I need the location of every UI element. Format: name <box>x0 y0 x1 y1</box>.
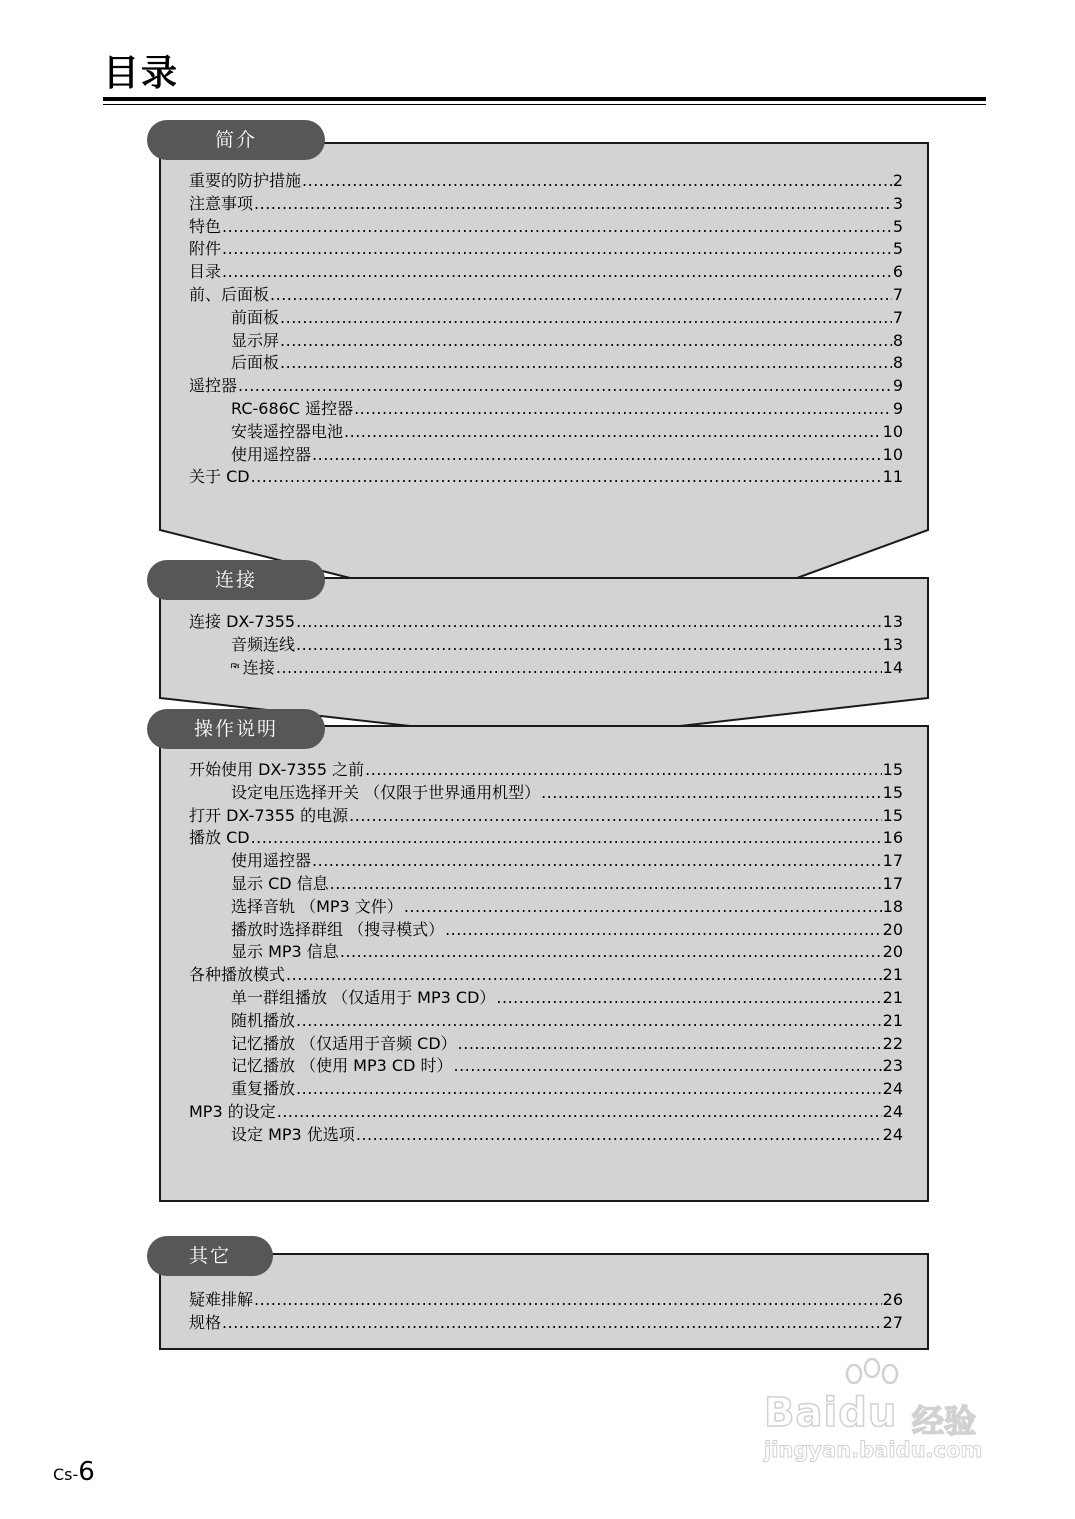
toc-list-other <box>189 1289 903 1335</box>
toc-subentry[interactable]: RC-686C 遥控器 ..... 9 <box>189 398 903 421</box>
toc-entry[interactable]: 规格 ..... 27 <box>189 1312 903 1335</box>
toc-entry[interactable]: 打开 DX-7355 的电源 ..... 15 <box>189 805 903 828</box>
section-tab-connection: 连接 <box>147 560 325 600</box>
toc-subentry[interactable]: 后面板 ..... 8 <box>189 352 903 375</box>
toc-subentry[interactable]: 随机播放 ..... 21 <box>189 1010 903 1033</box>
section-tab-intro: 简介 <box>147 120 325 160</box>
toc-list-operation <box>189 759 903 1147</box>
toc-subentry[interactable]: 显示屏 ..... 8 <box>189 330 903 353</box>
toc-list-connection <box>189 611 903 679</box>
toc-entry[interactable]: 播放 CD ..... 16 <box>189 827 903 850</box>
watermark-cn: 经验 <box>912 1402 977 1440</box>
ri-logo-icon <box>231 659 240 673</box>
toc-subentry[interactable]: 设定电压选择开关 （仅限于世界通用机型） ..... 15 <box>189 782 903 805</box>
toc-subentry[interactable]: 重复播放 ..... 24 <box>189 1078 903 1101</box>
page-number: Cs-6 <box>53 1457 95 1487</box>
toc-entry[interactable]: 遥控器 ..... 9 <box>189 375 903 398</box>
toc-subentry[interactable]: 使用遥控器 ..... 17 <box>189 850 903 873</box>
toc-entry[interactable]: 各种播放模式 ..... 21 <box>189 964 903 987</box>
toc-subentry[interactable]: 播放时选择群组 （搜寻模式） ..... 20 <box>189 919 903 942</box>
toc-entry[interactable]: MP3 的设定 ..... 24 <box>189 1101 903 1124</box>
toc-subentry[interactable]: 显示 MP3 信息 ..... 20 <box>189 941 903 964</box>
toc-entry[interactable]: 关于 CD ..... 11 <box>189 466 903 489</box>
toc-subentry[interactable]: 选择音轨 （MP3 文件） ..... 18 <box>189 896 903 919</box>
toc-entry[interactable]: 开始使用 DX-7355 之前 ..... 15 <box>189 759 903 782</box>
toc-entry[interactable]: 疑难排解 ..... 26 <box>189 1289 903 1312</box>
toc-entry[interactable]: 特色 ..... 5 <box>189 216 903 239</box>
toc-subentry[interactable]: 音频连线 ..... 13 <box>189 634 903 657</box>
toc-subentry[interactable]: 记忆播放 （使用 MP3 CD 时） ..... 23 <box>189 1055 903 1078</box>
toc-entry[interactable]: 注意事项 ..... 3 <box>189 193 903 216</box>
toc-subentry[interactable]: 记忆播放 （仅适用于音频 CD） ..... 22 <box>189 1033 903 1056</box>
toc-subentry[interactable]: 前面板 ..... 7 <box>189 307 903 330</box>
toc-subentry[interactable]: 使用遥控器 ..... 10 <box>189 444 903 467</box>
toc-subentry[interactable]: 安装遥控器电池 ..... 10 <box>189 421 903 444</box>
toc-subentry[interactable]: 设定 MP3 优选项 ..... 24 <box>189 1124 903 1147</box>
baidu-jingyan-watermark <box>762 1358 1012 1478</box>
toc-entry[interactable]: 目录 ..... 6 <box>189 261 903 284</box>
section-tab-operation: 操作说明 <box>147 709 325 749</box>
toc-subentry[interactable]: 单一群组播放 （仅适用于 MP3 CD） ..... 21 <box>189 987 903 1010</box>
toc-entry[interactable]: 重要的防护措施 ..... 2 <box>189 170 903 193</box>
toc-entry[interactable]: 前、后面板 ..... 7 <box>189 284 903 307</box>
toc-subentry[interactable]: 显示 CD 信息 ..... 17 <box>189 873 903 896</box>
watermark-url: jingyan.baidu.com <box>764 1438 983 1462</box>
toc-subentry[interactable]: 连接 ..... 14 <box>189 657 903 680</box>
page-title: 目录 <box>103 53 180 94</box>
watermark-brand: Baidu <box>764 1390 898 1436</box>
toc-list-intro <box>189 170 903 489</box>
toc-entry[interactable]: 附件 ..... 5 <box>189 238 903 261</box>
section-tab-other: 其它 <box>147 1236 273 1276</box>
toc-entry[interactable]: 连接 DX-7355 ..... 13 <box>189 611 903 634</box>
